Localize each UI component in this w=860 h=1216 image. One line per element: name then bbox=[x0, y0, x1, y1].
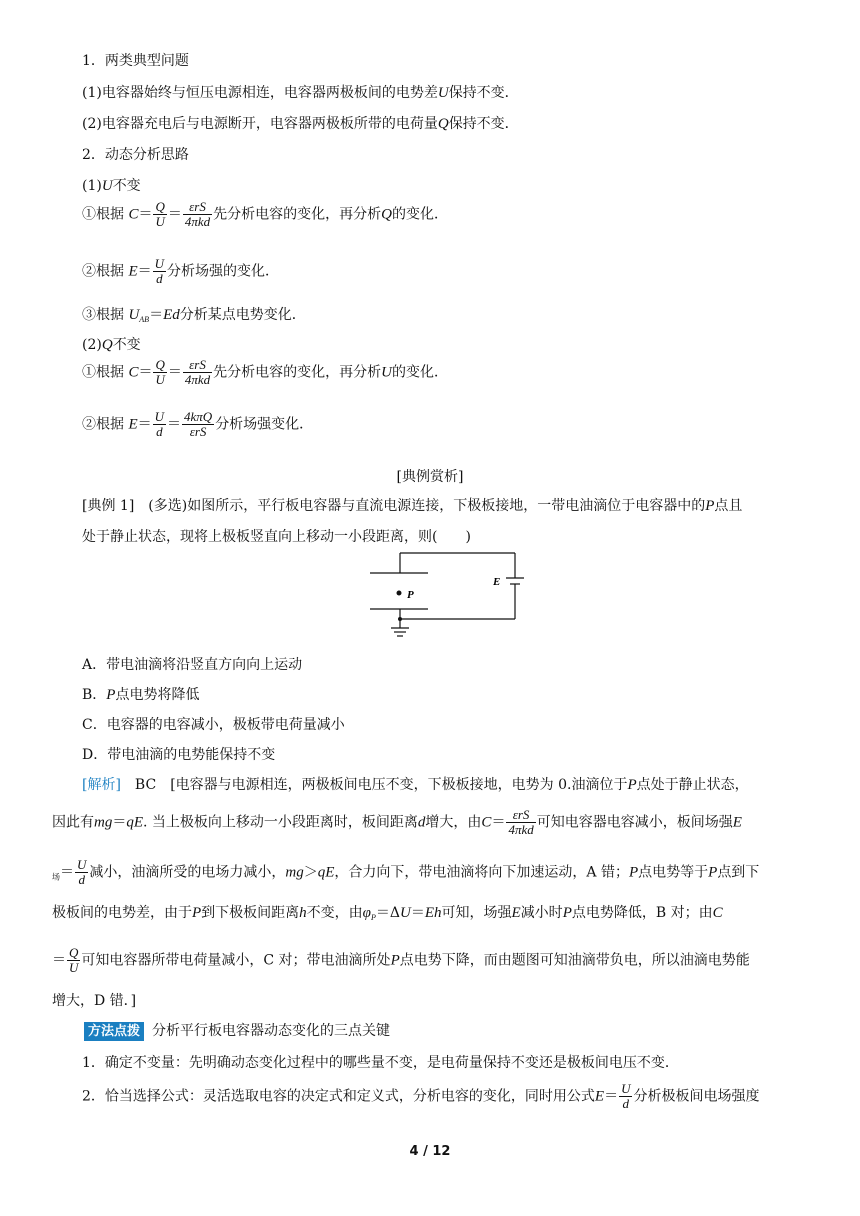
fraction-u-over-d: $\frac{U}{d}$ bbox=[154, 409, 165, 439]
fraction-q-over-u: $\frac{Q}{U}$ bbox=[155, 357, 165, 387]
method-tip-heading: 方法点拨 分析平行板电容器动态变化的三点关键 bbox=[84, 1022, 390, 1041]
case-u-constant-heading: (1)U不变 bbox=[82, 178, 141, 194]
case-q-constant-heading: (2)Q不变 bbox=[82, 337, 141, 353]
fraction-eps-s-over-4pikd: $\frac{\text{εrS}}{\text{4πkd}}$ bbox=[508, 807, 534, 837]
method-tip-badge: 方法点拨 bbox=[84, 1022, 144, 1041]
example-question-line-1: [典例 1] (多选)如图所示，平行板电容器与直流电源连接，下极板接地，一带电油滴位于电容器中的P点且 bbox=[82, 498, 743, 514]
case-q-step-1: ①根据 C＝ $\frac{Q}{U}$ ＝ $\frac{\text{εrS}}{\text{4πkd}}$ 先分析电容的变化，再分析U的变化． bbox=[82, 357, 448, 387]
option-c: C．电容器的电容减小，极板带电荷量减小 bbox=[82, 717, 345, 733]
analysis-line-1: [解析] BC [电容器与电源相连，两极板间电压不变，下极板接地，电势为 0.油滴位于P点处于静止状态， bbox=[82, 777, 749, 793]
case-u-step-2: ②根据 E＝ $\frac{U}{d}$ 分析场强的变化． bbox=[82, 256, 280, 286]
analysis-line-6: 增大，D 错．] bbox=[52, 993, 137, 1009]
case-u-step-1: ①根据 C＝ $\frac{Q}{U}$ ＝ $\frac{\text{εrS}}{\text{4πkd}}$ 先分析电容的变化，再分析Q的变化． bbox=[82, 199, 448, 229]
section-1-item-1: (1)电容器始终与恒压电源相连，电容器两极板间的电势差U保持不变． bbox=[82, 85, 519, 101]
section-1-title: 1．两类典型问题 bbox=[82, 53, 189, 69]
source-e-label: E bbox=[493, 576, 501, 588]
analysis-tag: [解析] bbox=[82, 777, 121, 793]
fraction-u-over-d: $\frac{U}{d}$ bbox=[621, 1081, 631, 1111]
example-question-line-2: 处于静止状态，现将上极板竖直向上移动一小段距离，则( ) bbox=[82, 529, 471, 545]
oil-drop bbox=[397, 591, 402, 596]
option-a: A．带电油滴将沿竖直方向向上运动 bbox=[82, 657, 303, 673]
option-d: D．带电油滴的电势能保持不变 bbox=[82, 747, 276, 763]
fraction-u-over-d: $\frac{U}{d}$ bbox=[77, 857, 87, 887]
analysis-line-3: $_场$＝ $\frac{U}{d}$ 减小，油滴所受的电场力减小，mg＞qE，合力向下，带电油滴将向下加速运动，A 错；P点电势等于P点到下 bbox=[52, 857, 760, 887]
fraction-q-over-u: $\frac{Q}{U}$ bbox=[69, 945, 79, 975]
fraction-u-over-d: $\frac{U}{d}$ bbox=[154, 256, 165, 286]
fraction-4kpiq-over-eps-s: $\frac{\text{4kπQ}}{\text{εrS}}$ bbox=[184, 409, 213, 439]
fraction-eps-s-over-4pikd: $\frac{\text{εrS}}{\text{4πkd}}$ bbox=[184, 357, 211, 387]
point-p-label: P bbox=[407, 589, 414, 601]
case-q-step-2: ②根据 E＝ $\frac{U}{d}$ ＝ $\frac{\text{4kπQ}}{\text{εrS}}$ 分析场强变化． bbox=[82, 409, 314, 439]
analysis-line-5: ＝ $\frac{Q}{U}$ 可知电容器所带电荷量减小，C 对；带电油滴所处P点电势下降，而由题图可知油滴带负电，所以油滴电势能 bbox=[52, 945, 750, 975]
capacitor-circuit-diagram bbox=[365, 552, 525, 642]
example-header: [典例赏析] bbox=[396, 469, 464, 485]
method-point-2: 2．恰当选择公式：灵活选取电容的决定式和定义式，分析电容的变化，同时用公式E＝ $\frac{U}{d}$ 分析极板间电场强度 bbox=[82, 1081, 760, 1111]
case-u-step-3: ③根据 $U_{AB}=Ed$分析某点电势变化． bbox=[82, 307, 306, 324]
fraction-q-over-u: $\frac{Q}{U}$ bbox=[155, 199, 165, 229]
analysis-line-2: 因此有mg＝qE. 当上极板向上移动一小段距离时，板间距离d增大，由C＝ $\frac{\text{εrS}}{\text{4πkd}}$ 可知电容器电容减小，板间场强E bbox=[52, 807, 742, 837]
method-point-1: 1．确定不变量：先明确动态变化过程中的哪些量不变，是电荷量保持不变还是极板间电压不变． bbox=[82, 1055, 679, 1071]
section-1-item-2: (2)电容器充电后与电源断开，电容器两极板所带的电荷量Q保持不变． bbox=[82, 116, 519, 132]
fraction-eps-s-over-4pikd: $\frac{\text{εrS}}{\text{4πkd}}$ bbox=[184, 199, 211, 229]
section-2-title: 2．动态分析思路 bbox=[82, 147, 189, 163]
analysis-line-4: 极板间的电势差，由于P到下极板间距离h不变，由$\varphi_P=\Delta U=Eh$可知，场强E减小时P点电势降低，B 对；由C bbox=[52, 905, 723, 922]
option-b: B．P点电势将降低 bbox=[82, 687, 200, 703]
page-number: 4 / 12 bbox=[409, 1144, 451, 1159]
